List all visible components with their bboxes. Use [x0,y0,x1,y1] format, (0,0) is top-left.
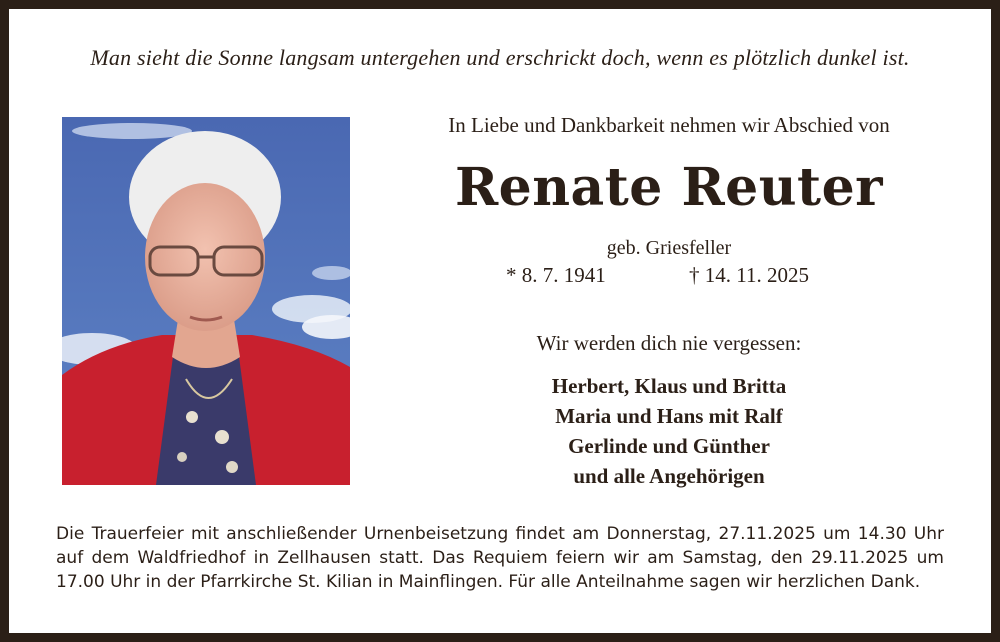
farewell-text: Wir werden dich nie vergessen: [536,331,802,355]
mourner-line: Gerlinde und Günther [568,434,770,458]
motto-quote: Man sieht die Sonne langsam untergehen und erschrickt doch, wenn es plötzlich dunkel ist. [90,45,910,70]
mourner-line: Herbert, Klaus und Britta [551,374,787,398]
funeral-notice: Die Trauerfeier mit anschließender Urnenbeisetzung findet am Donnerstag, 27.11.2025 um 14.30 Uhr auf dem Waldfriedhof in Zellhausen statt. Das Requiem feiern wir am Samstag, den 29.11.2025 um 17.00 Uhr in der Pfarrkirche St. Kilian in Mainflingen. Für alle Anteilnahme sagen wir herzlichen Dank. [56,524,944,592]
birth-date: * 8. 7. 1941 [506,263,606,287]
portrait-photo [62,117,350,485]
birth-name: geb. Griesfeller [606,237,732,259]
intro-text: In Liebe und Dankbarkeit nehmen wir Abschied von [448,113,890,137]
mourner-line: Maria und Hans mit Ralf [555,404,783,428]
mourner-line: und alle Angehörigen [573,464,765,488]
death-date: † 14. 11. 2025 [689,263,809,287]
deceased-name: Renate Reuter [454,157,884,218]
mourners-list [369,371,969,491]
